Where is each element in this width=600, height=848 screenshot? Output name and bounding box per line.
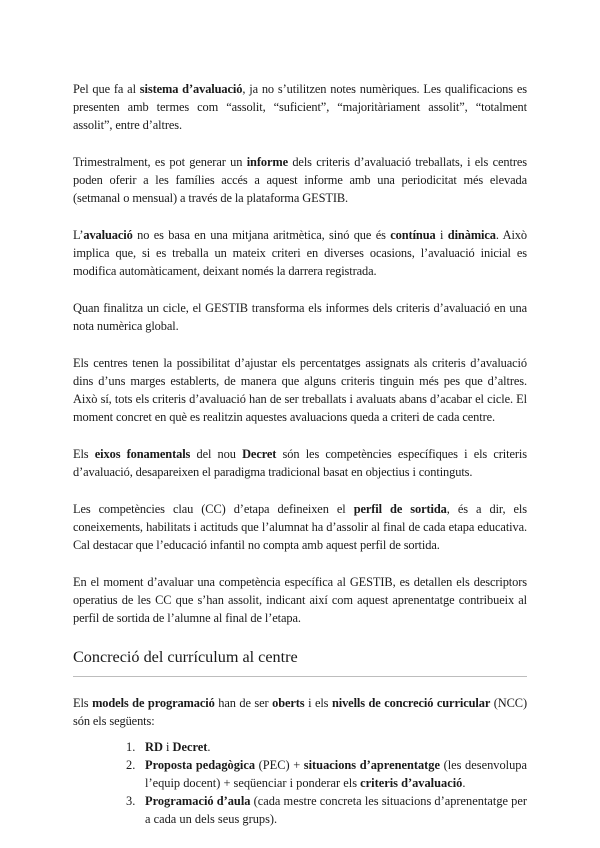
text-run: i [435,228,448,242]
text-run: . [462,776,466,790]
bold-term: RD [145,740,163,754]
text-run: dels criteris d’avaluació treballats, i els centres poden oferir a les famílies accés a aquest informe amb una periodicitat més elevada (setmanal o mensual) a través de la plataforma GESTIB. [73,155,528,205]
paragraph-perfil-sortida [73,500,527,554]
paragraph-eixos [73,445,527,481]
text-run: Quan finalitza un cicle, el GESTIB transforma els informes dels criteris d’avaluació en una nota numèrica global. [73,301,527,333]
bold-term: Programació d’aula [145,794,251,808]
list-number: 1. [126,740,136,754]
text-run: i els [304,696,332,710]
list-number: 2. [126,758,136,772]
text-run: (NCC) són els següents: [73,696,527,728]
text-run: . Això implica que, si es treballa un mateix criteri en diverses ocasions, l’avaluació inicial es modifica automàticament, deixant només la darrera registrada. [73,228,528,278]
text-run: (PEC) + [255,758,304,772]
bold-term: Decret [172,740,208,754]
text-run: . [207,740,211,754]
text-run: , ja no s’utilitzen notes numèriques. Les qualificacions es presenten amb termes com “assolit, “suficient”, “majoritàriament assolit”, “totalment assolit”, entre d’altres. [73,82,527,132]
text-run: Els [73,447,95,461]
list-item [73,738,527,756]
text-run: Els [73,696,93,710]
bold-term: criteris d’avaluació [360,776,463,790]
text-run: (les desenvolupa l’equip docent) + seqüenciar i ponderar els [145,758,527,790]
bold-term: eixos fonamentals [94,447,191,461]
text-run: Trimestralment, es pot generar un [73,155,247,169]
paragraph-avaluacio [73,80,527,134]
bold-term: contínua [390,228,436,242]
list-item-text [145,740,211,754]
bold-term: sistema d’avaluació [139,82,243,96]
text-run: han de ser [214,696,273,710]
list-item [73,792,527,828]
paragraph-intro-ncc [73,694,527,730]
heading-divider [73,676,527,677]
paragraph-cicle [73,299,527,335]
bold-term: nivells de concreció curricular [331,696,491,710]
bold-term: situacions d’aprenentatge [303,758,440,772]
text-run: Les competències clau (CC) d’etapa defineixen el [73,502,354,516]
bold-term: informe [246,155,288,169]
bold-term: avaluació [83,228,133,242]
text-run: i [162,740,173,754]
text-run: L’ [73,228,84,242]
list-number: 3. [126,794,136,808]
list-item-text [145,794,527,826]
list-item-text [145,758,527,790]
text-run: Els centres tenen la possibilitat d’ajustar els percentatges assignats als criteris d’avaluació dins d’uns marges establerts, de manera que alguns criteris tinguin més pes que d’altres. Això sí, tots els criteris d’avaluació han de ser treballats i avaluats abans d’acabar el cicle. El moment concret en què es realitzin aquestes avaluacions queda a criteri de cada centre. [73,356,527,424]
text-run: , és a dir, els coneixements, habilitats i actituds que l’alumnat ha d’assolir al final de cada etapa educativa. Cal destacar que l’educació infantil no compta amb aquest perfil de sortida. [73,502,527,552]
text-run: del nou [190,447,243,461]
list-item [73,756,527,792]
text-run: són les competències específiques i els criteris d’avaluació, desapareixen el paradigma tradicional basat en objectius i continguts. [73,447,527,479]
text-run: Pel que fa al [73,82,140,96]
bold-term: Decret [242,447,277,461]
body-text [73,80,527,627]
section-heading: Concreció del currículum al centre [73,648,298,666]
paragraph-percentatges [73,354,527,426]
paragraph-continua [73,226,527,280]
bold-term: models de programació [92,696,215,710]
bold-term: dinàmica [447,228,496,242]
bold-term: oberts [272,696,305,710]
paragraph-informe [73,153,527,207]
text-run: En el moment d’avaluar una competència específica al GESTIB, es detallen els descriptors operatius de les CC que s’han assolit, indicant així com aquest aprenentatge contribueix al perfil de sortida de l’alumne al final de l’etapa. [73,575,527,625]
text-run: no es basa en una mitjana aritmètica, sinó que és [132,228,391,242]
text-run: (cada mestre concreta les situacions d’aprenentatge per a cada un dels seus grups). [145,794,527,826]
ncc-list [73,738,527,828]
bold-term: perfil de sortida [353,502,447,516]
paragraph-descriptors [73,573,527,627]
bold-term: Proposta pedagògica [145,758,256,772]
